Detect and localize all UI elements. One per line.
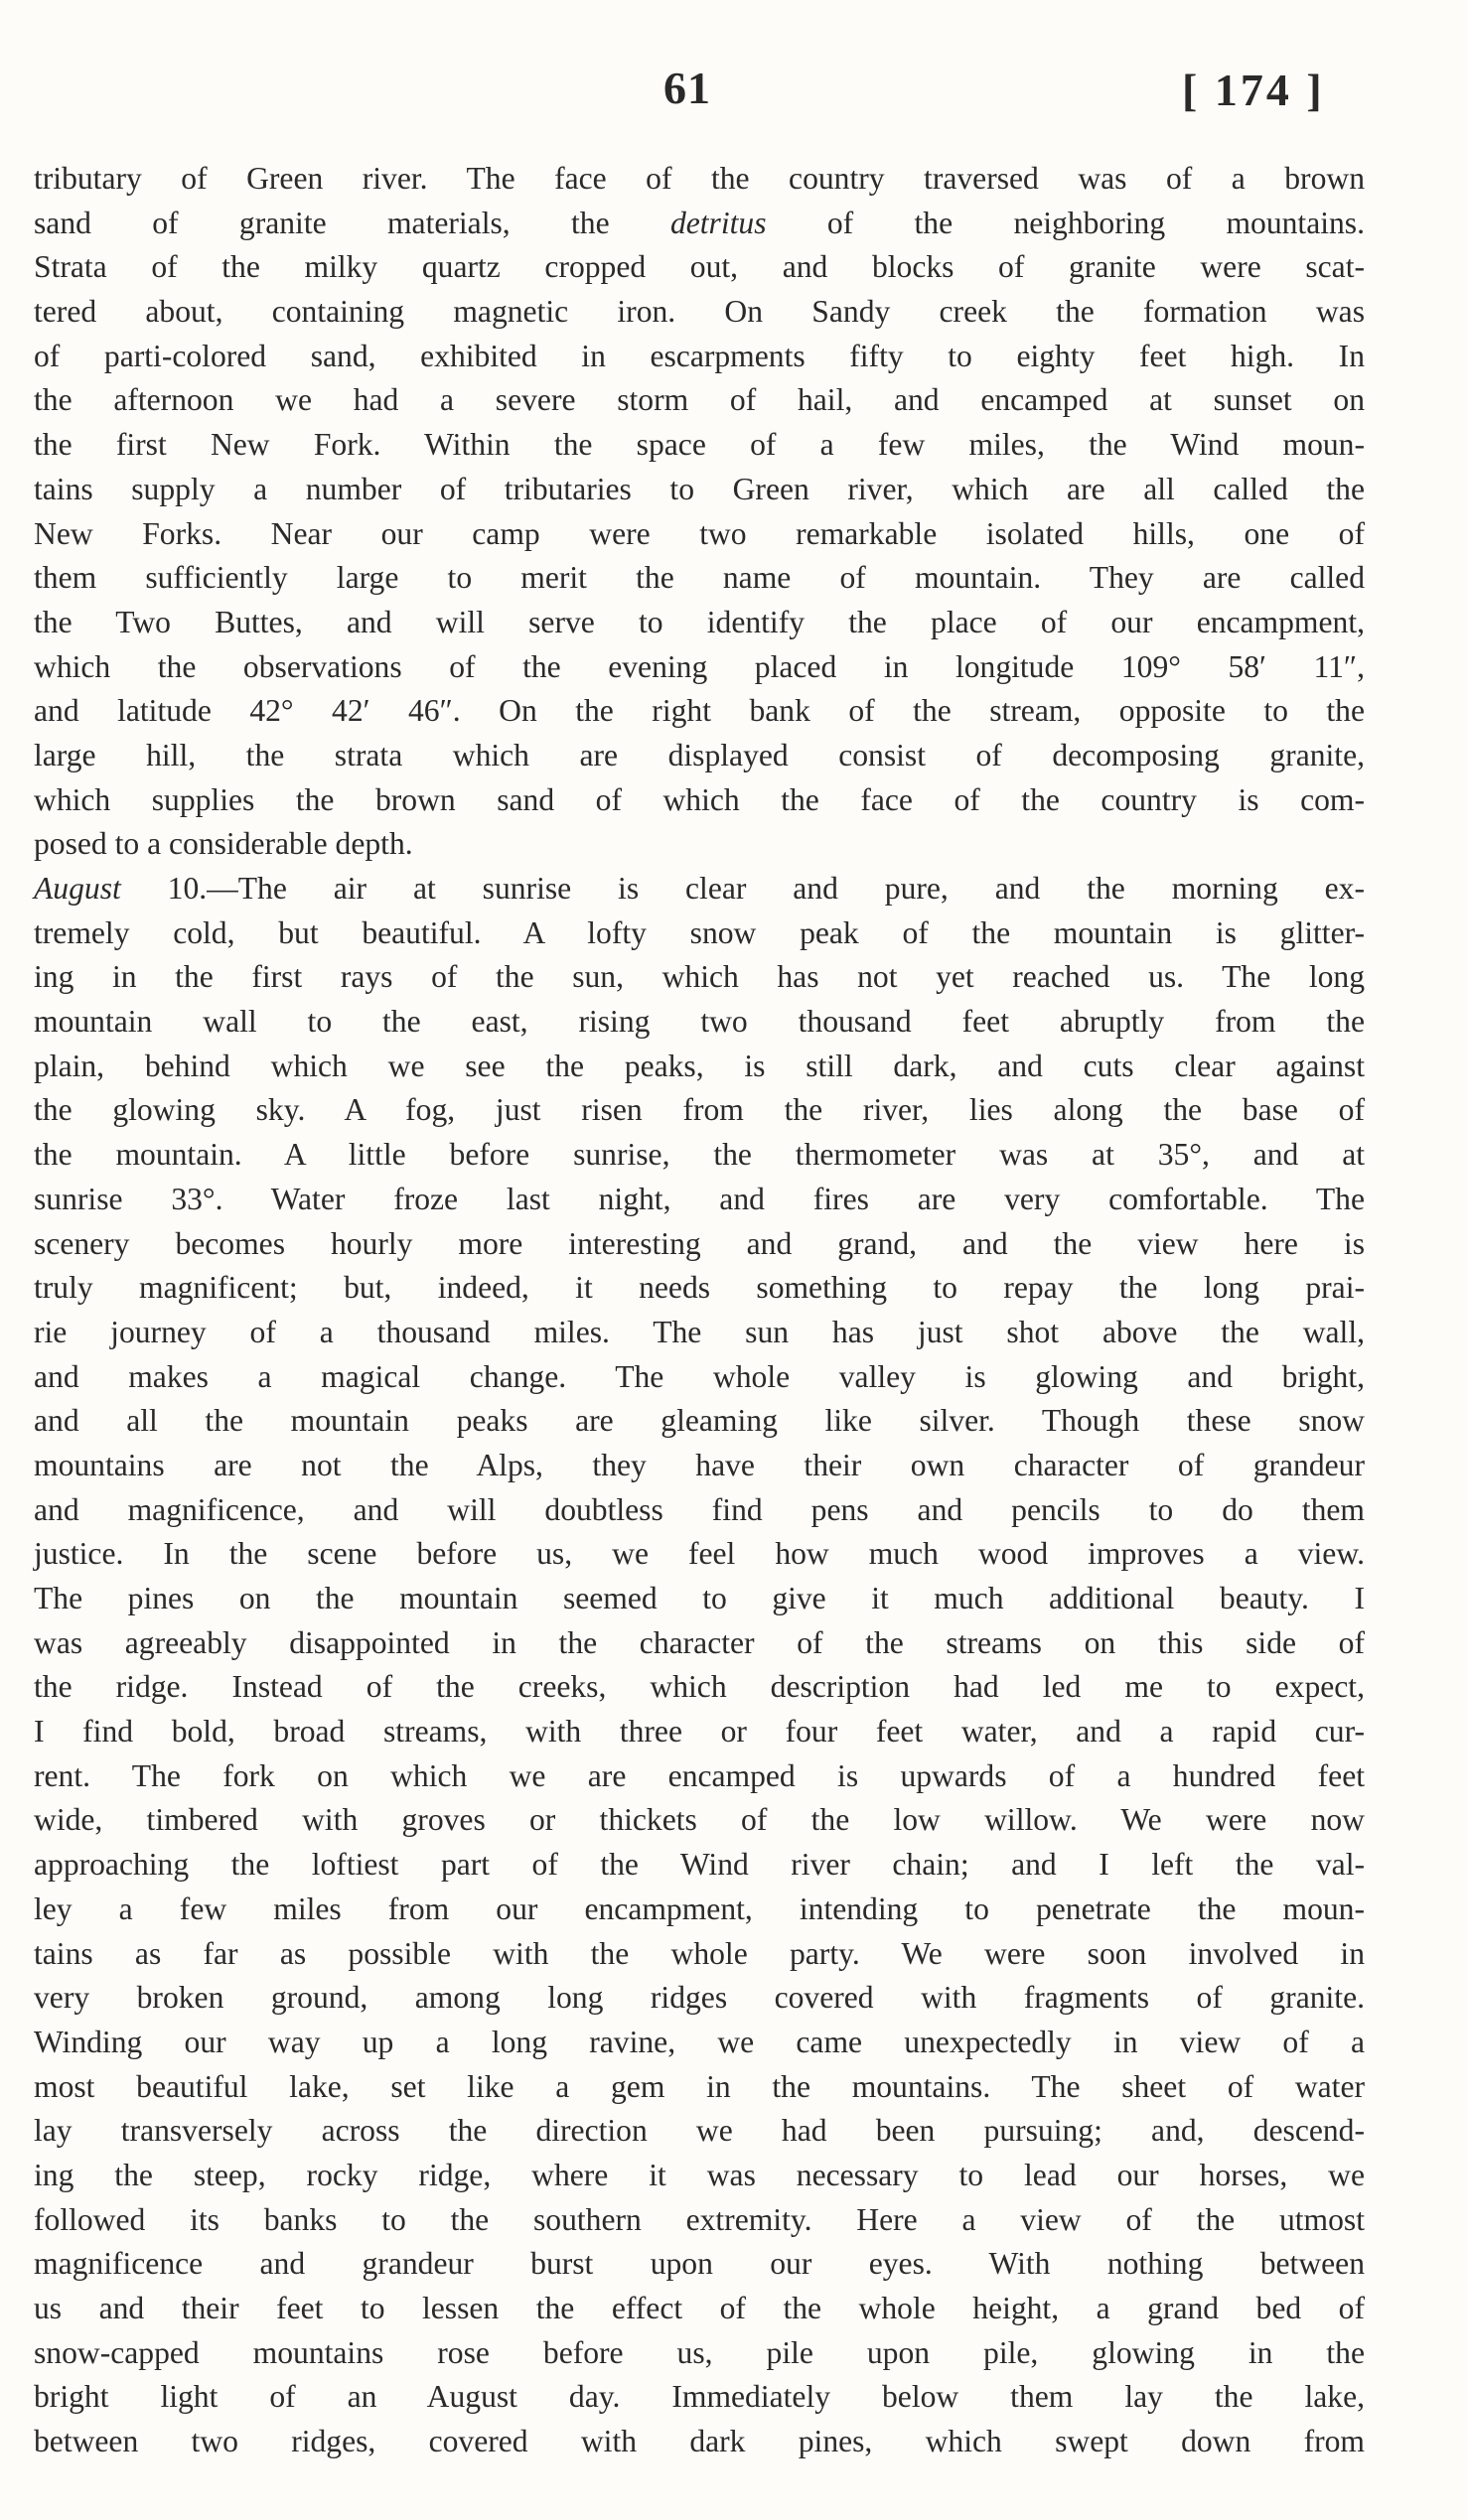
text-line: Winding our way up a long ravine, we came unexpectedly in view of a	[34, 2024, 1365, 2059]
italic-word: detritus	[669, 205, 767, 240]
text-line: rie journey of a thousand miles. The sun has just shot above the wall,	[34, 1314, 1365, 1349]
text-line: ing the steep, rocky ridge, where it was necessary to lead our horses, we	[34, 2157, 1365, 2192]
text-line: Strata of the milky quartz cropped out, and blocks of granite were scat-	[34, 249, 1365, 285]
text-line: tered about, containing magnetic iron. On Sandy creek the formation was	[34, 294, 1365, 330]
italic-word: August	[34, 871, 121, 906]
text-line: posed to a considerable depth.	[34, 826, 413, 862]
page-number: 61	[663, 63, 711, 113]
text-line: tains as far as possible with the whole party. We were soon involved in	[34, 1935, 1365, 1971]
text-line: I find bold, broad streams, with three or four feet water, and a rapid cur-	[34, 1714, 1365, 1750]
text-line: and makes a magical change. The whole valley is glowing and bright,	[34, 1358, 1365, 1394]
text-line: The pines on the mountain seemed to give it much additional beauty. I	[34, 1581, 1365, 1615]
text-line: scenery becomes hourly more interesting and grand, and the view here is	[34, 1225, 1365, 1261]
text-line: them sufficiently large to merit the name of mountain. They are called	[34, 560, 1365, 596]
text-line: tributary of Green river. The face of the country traversed was of a brown	[34, 161, 1365, 196]
text-line: lay transversely across the direction we had been pursuing; and, descend-	[34, 2113, 1365, 2149]
text-line: very broken ground, among long ridges covered with fragments of granite.	[34, 1980, 1365, 2016]
text-line: of parti-colored sand, exhibited in escarpments fifty to eighty feet high. In	[34, 338, 1365, 373]
text-line: snow-capped mountains rose before us, pile upon pile, glowing in the	[34, 2334, 1365, 2370]
text-line: tremely cold, but beautiful. A lofty snow peak of the mountain is glitter-	[34, 914, 1365, 950]
text-line: us and their feet to lessen the effect of the whole height, a grand bed of	[34, 2291, 1365, 2325]
text-line: ing in the first rays of the sun, which has not yet reached us. The long	[34, 959, 1365, 995]
text-line-with-italic	[34, 202, 1365, 246]
line-segment: 10.—The air at sunrise is clear and pure, and the morning ex-	[120, 871, 1365, 906]
line-segment: of the neighboring mountains.	[766, 205, 1365, 240]
text-line: approaching the loftiest part of the Wind river chain; and I left the val-	[34, 1847, 1365, 1883]
text-line: the first New Fork. Within the space of a few miles, the Wind moun-	[34, 427, 1365, 463]
text-line: tains supply a number of tributaries to Green river, which are all called the	[34, 471, 1365, 506]
text-line: New Forks. Near our camp were two remarkable isolated hills, one of	[34, 515, 1365, 551]
text-line: the glowing sky. A fog, just risen from the river, lies along the base of	[34, 1092, 1365, 1128]
line-segment: sand of granite materials, the	[34, 205, 670, 240]
text-line: wide, timbered with groves or thickets of the low willow. We were now	[34, 1802, 1365, 1838]
document-number: [ 174 ]	[1182, 65, 1325, 115]
text-line: mountains are not the Alps, they have their own character of grandeur	[34, 1447, 1365, 1482]
text-line: ley a few miles from our encampment, intending to penetrate the moun-	[34, 1890, 1365, 1926]
body-text	[34, 157, 1365, 2464]
text-line: which the observations of the evening placed in longitude 109° 58′ 11″,	[34, 648, 1365, 684]
text-line: and latitude 42° 42′ 46″. On the right bank of the stream, opposite to the	[34, 693, 1365, 729]
text-line: which supplies the brown sand of which the face of the country is com-	[34, 781, 1365, 817]
text-line: and all the mountain peaks are gleaming like silver. Though these snow	[34, 1403, 1365, 1439]
text-line: rent. The fork on which we are encamped is upwards of a hundred feet	[34, 1757, 1365, 1793]
text-line: and magnificence, and will doubtless find pens and pencils to do them	[34, 1491, 1365, 1527]
text-line: bright light of an August day. Immediately below them lay the lake,	[34, 2379, 1365, 2415]
text-line: the afternoon we had a severe storm of hail, and encamped at sunset on	[34, 382, 1365, 418]
text-line-with-italic	[34, 867, 1365, 911]
text-line: followed its banks to the southern extremity. Here a view of the utmost	[34, 2201, 1365, 2237]
text-line: the ridge. Instead of the creeks, which description had led me to expect,	[34, 1669, 1365, 1705]
text-line: sunrise 33°. Water froze last night, and fires are very comfortable. The	[34, 1181, 1365, 1216]
text-line: truly magnificent; but, indeed, it needs something to repay the long prai-	[34, 1270, 1365, 1306]
text-line: magnificence and grandeur burst upon our eyes. With nothing between	[34, 2246, 1365, 2282]
text-line: plain, behind which we see the peaks, is still dark, and cuts clear against	[34, 1048, 1365, 1083]
text-line: was agreeably disappointed in the character of the streams on this side of	[34, 1624, 1365, 1660]
text-line: most beautiful lake, set like a gem in the mountains. The sheet of water	[34, 2068, 1365, 2104]
text-line: mountain wall to the east, rising two thousand feet abruptly from the	[34, 1004, 1365, 1040]
text-line: between two ridges, covered with dark pines, which swept down from	[34, 2424, 1365, 2459]
text-line: the Two Buttes, and will serve to identify the place of our encampment,	[34, 604, 1365, 639]
text-line: large hill, the strata which are displayed consist of decomposing granite,	[34, 737, 1365, 772]
text-line: justice. In the scene before us, we feel how much wood improves a view.	[34, 1536, 1365, 1572]
text-line: the mountain. A little before sunrise, the thermometer was at 35°, and at	[34, 1137, 1365, 1173]
